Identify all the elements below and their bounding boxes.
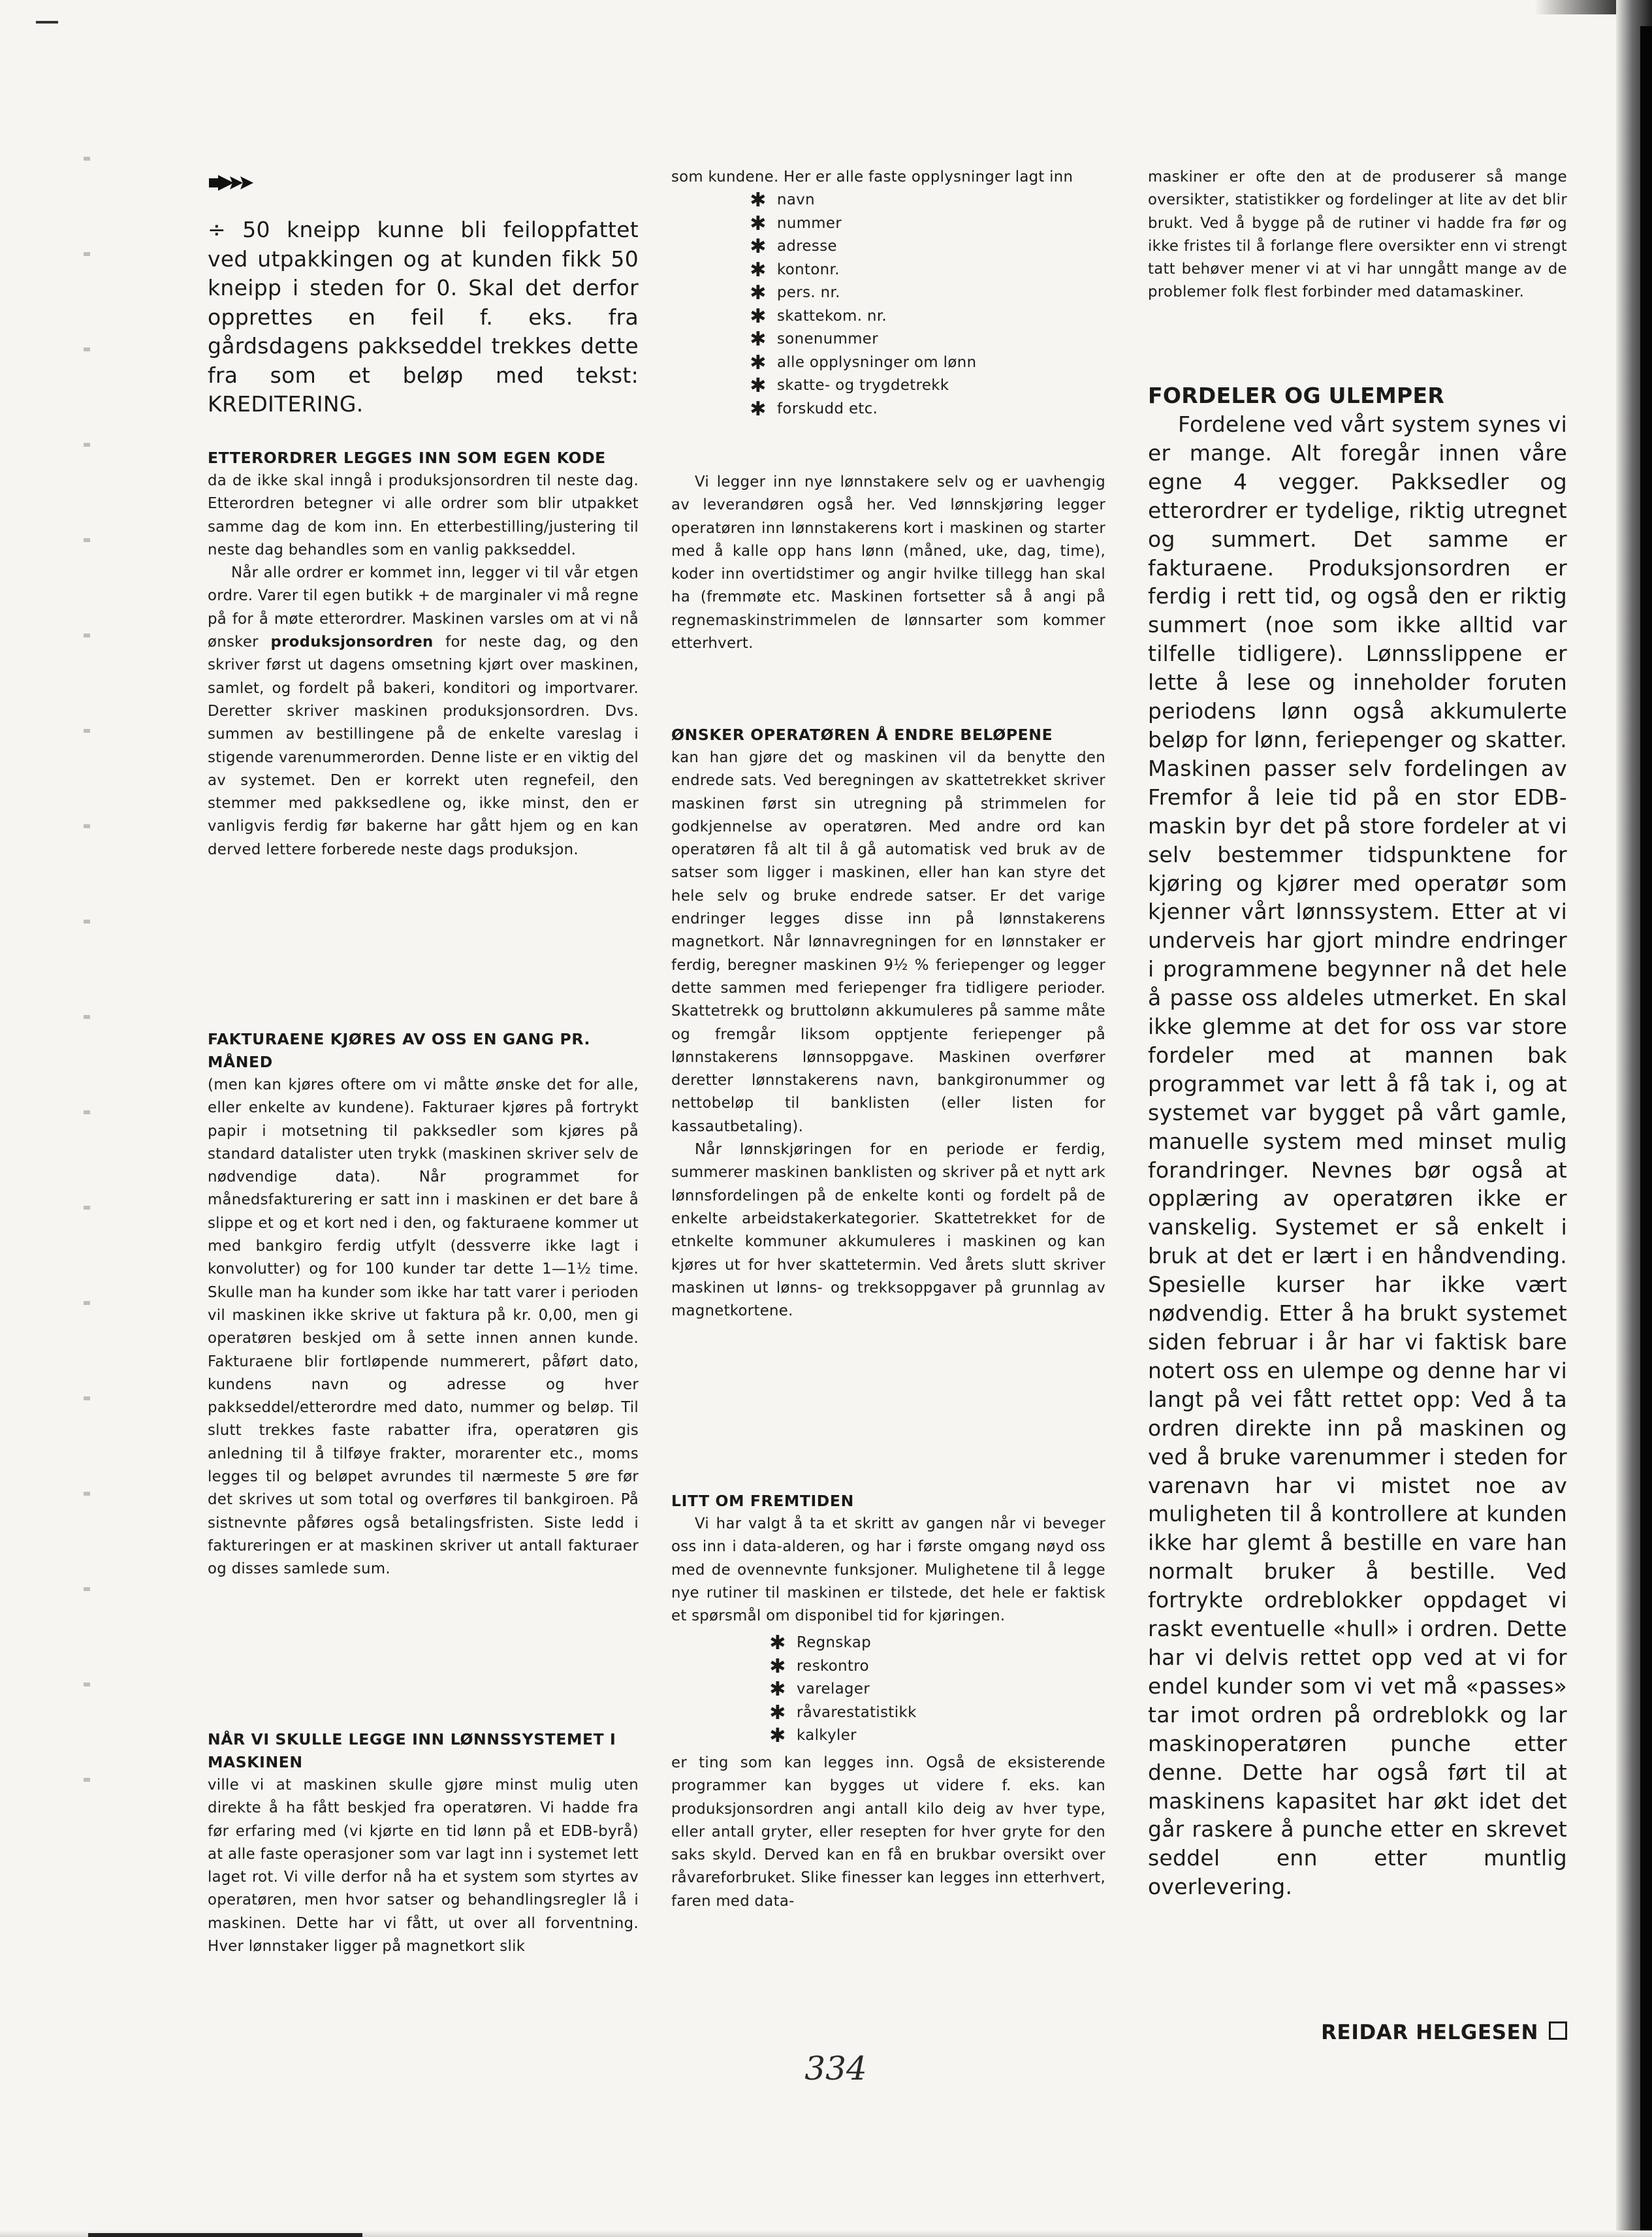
list-item xyxy=(747,212,1105,236)
paragraph xyxy=(208,562,639,861)
list-item xyxy=(767,1632,1105,1655)
list-item-label: kalkyler xyxy=(797,1727,857,1745)
scan-mark-bottom xyxy=(88,2233,362,2237)
scan-edge-top xyxy=(1534,0,1626,14)
scan-specks xyxy=(84,65,90,1796)
list-item-label: skattekom. nr. xyxy=(777,307,887,325)
section-body xyxy=(671,1752,1105,1913)
section-fakturaene xyxy=(208,1028,639,1581)
paragraph: Vi legger inn nye lønnstakere selv og er uavhengig av leverandøren også her. Ved lønnskjøring legger operatøren inn lønnstakerens kort i maskinen og starter med å kalle opp hans lønn (måned, uke, dag, time), koder inn overtidstimer og angir hvilke tillegg han skal ha (fremmøte etc. Maskinen fortsetter så å angi på regnemaskinstrimmelen de lønnsarter som kommer etterhvert. xyxy=(671,474,1105,652)
asterisk-bullet-icon: ✱ xyxy=(750,374,767,398)
section-lonnssystemet xyxy=(208,1728,639,1958)
asterisk-bullet-icon: ✱ xyxy=(750,351,767,374)
section-heading: LITT OM FREMTIDEN xyxy=(671,1492,854,1510)
list-item xyxy=(747,259,1105,282)
section-heading: ETTERORDRER LEGGES INN SOM EGEN KODE xyxy=(208,449,606,467)
paragraph: som kundene. Her er alle faste opplysninger lagt inn xyxy=(671,169,1073,185)
list-item xyxy=(767,1655,1105,1679)
paragraph: da de ikke skal inngå i produksjonsordren til neste dag. Etterordren betegner vi alle ordrer som blir utpakket samme dag de kom inn. En etterbestilling/justering til neste dag behandles som en vanlig pakkseddel. xyxy=(208,472,639,558)
scan-edge-right-dark xyxy=(1640,26,1652,2237)
section-heading: FORDELER OG ULEMPER xyxy=(1148,383,1445,408)
list-item xyxy=(747,189,1105,212)
asterisk-bullet-icon: ✱ xyxy=(750,235,767,259)
list-item xyxy=(767,1724,1105,1748)
text-run: for neste dag, og den skriver først ut dagens omsetning kjørt over maskinen, samlet, og fordelt på bakeri, konditori og importvarer. Deretter skriver maskinen produksjonsordren. Dvs. summen av bestillingene på de enkelte vareslag i stigende varenummerorden. Denne liste er en viktig del av systemet. Den er korrekt uten regnefeil, den stemmer med pakksedlene og, ikke minst, den er vanligvis ferdig før bakerne har gått hjem og en kan derved lettere forberede neste dags produksjon. xyxy=(208,634,639,858)
list-item-label: alle opplysninger om lønn xyxy=(777,353,977,371)
section-heading: FAKTURAENE KJØRES AV OSS EN GANG PR. MÅNED xyxy=(208,1030,591,1071)
list-item-label: navn xyxy=(777,191,815,209)
end-mark-icon xyxy=(1549,2021,1567,2040)
continuation-arrow-icon xyxy=(208,171,260,195)
list-item xyxy=(747,282,1105,305)
intro-paragraph xyxy=(1148,166,1567,304)
list-item xyxy=(747,235,1105,259)
asterisk-bullet-icon: ✱ xyxy=(769,1701,786,1724)
asterisk-bullet-icon: ✱ xyxy=(769,1724,786,1748)
asterisk-bullet-icon: ✱ xyxy=(750,304,767,328)
section-heading: NÅR VI SKULLE LEGGE INN LØNNSSYSTEMET I MASKINEN xyxy=(208,1730,616,1771)
paragraph: Fordelene ved vårt system synes vi er mange. Alt foregår innen våre egne 4 vegger. Pakksedler og etterordrer er tydelige, riktig utregnet og summert. Det samme er fakturaene. Produksjonsordren er ferdig i rett tid, og også den er riktig summert (noe som ikke alltid var tilfelle tidligere). Lønnsslippene er lette å lese og inneholder foruten periodens lønn også akkumulerte beløp for lønn, feriepenger og skatter. Maskinen passer selv fordelingen av Fremfor å leie tid på en stor EDB-maskin byr det på store fordeler at vi selv bestemmer tidspunktene for kjøring og kjører med operatør som kjenner vårt lønnssystem. Etter at vi underveis har gjort mindre endringer i programmene begynner nå det hele å passe oss aldeles utmerket. En skal ikke glemme at det for oss var store fordeler med at mannen bak programmet var lett å få tak i, og at systemet var bygget på vårt gamle, manuelle system med minset mulig forandringer. Nevnes bør også at opplæring av operatøren ikke er vanskelig. Systemet er så enkelt i bruk at det er lært i en håndvending. Spesielle kurser har ikke vært nødvendig. Etter å ha brukt systemet siden februar i år har vi faktisk bare notert oss en ulempe og denne har vi langt på vei fått rettet opp: Ved å ta ordren direkte inn på maskinen og ved å bruke varenummer i steden for varenavn har vi mistet noe av muligheten til å kontrollere at kunden ikke har glemt å bestille en vare han normalt bruker å bestille. Ved fortrykte ordreblokker oppdaget vi raskt eventuelle «hull» i ordren. Dette har vi delvis rettet opp ved at vi for endel kunder som vi vet må «passes» tar imot ordren på ordreblokk og lar maskinoperatøren punche etter denne. Dette har også ført til at maskinens kapasitet har økt idet det går raskere å punche etter en skrevet seddel enn etter muntlig overlevering. xyxy=(1148,411,1567,1900)
section-body xyxy=(671,1513,1105,1628)
page-number: 334 xyxy=(804,2050,867,2087)
list-item-label: Regnskap xyxy=(797,1634,872,1652)
asterisk-bullet-icon: ✱ xyxy=(750,212,767,235)
asterisk-bullet-icon: ✱ xyxy=(750,397,767,421)
section-body xyxy=(671,471,1105,655)
section-onsker-operatoren xyxy=(671,724,1105,1323)
section-body xyxy=(208,1074,639,1581)
list-item xyxy=(767,1701,1105,1725)
asterisk-bullet-icon: ✱ xyxy=(769,1678,786,1701)
section-body xyxy=(671,747,1105,1323)
section-fordeler xyxy=(1148,381,1567,1901)
section-body xyxy=(208,470,639,861)
list-item xyxy=(747,305,1105,329)
payroll-paragraph xyxy=(671,471,1105,655)
paragraph: er ting som kan legges inn. Også de eksisterende programmer kan bygges ut videre f. eks. kan produksjonsordren angi antall kilo deig av hver type, eller antall gryter, eller resepten for hver gryte for den saks skyld. Derved kan en få en brukbar oversikt over råvareforbruket. Slike finesser kan legges inn etterhvert, faren med data- xyxy=(671,1754,1105,1910)
list-item-label: reskontro xyxy=(797,1657,869,1675)
paragraph: maskiner er ofte den at de produserer så mange oversikter, statistikker og fordelinger at lite av det blir brukt. Ved å bygge på de rutiner vi hadde fra før og ikke fristes til å forlange flere oversikter enn vi strengt tatt behøver mener vi at vi har unngått mange av de problemer folk flest forbinder med datamaskiner. xyxy=(1148,169,1567,301)
asterisk-bullet-icon: ✱ xyxy=(750,282,767,305)
author-name: REIDAR HELGESEN xyxy=(1321,2021,1538,2044)
list-item-label: pers. nr. xyxy=(777,284,840,302)
bold-term: produksjonsordren xyxy=(270,634,434,651)
section-body xyxy=(1148,410,1567,1901)
list-item xyxy=(747,374,1105,398)
card-field-list xyxy=(747,189,1105,421)
list-item xyxy=(767,1678,1105,1701)
list-item-label: sonenummer xyxy=(777,330,879,348)
text-run: Når alle ordrer er kommet inn, legger vi til vår etgen ordre. Varer til egen butikk + de marginaler vi må regne på for å møte etterordrer. Maskinen varsles om at vi nå ønsker xyxy=(208,564,639,651)
paragraph: kan han gjøre det og maskinen vil da benytte den endrede sats. Ved beregningen av skattetrekket skriver maskinen først sin utregning på strimmelen for godkjennelse av operatøren. Med andre ord kan operatøren få alt til å gå automatisk ved bruk av de satser som ligger i maskinen, eller han kan styre det hele selv og bruke endrede satser. Er det varige endringer legges disse inn på lønnstakerens magnetkort. Når lønnavregningen for en lønnstaker er ferdig, beregner maskinen 9½ % feriepenger og legger dette sammen med feriepenger fra tidligere perioder. Skattetrekk og bruttolønn akkumuleres på samme måte og fremgår liksom opptjente feriepenger på lønnstakerens lønnsoppgave. Maskinen overfører deretter lønnstakerens navn, bankgironummer og nettobeløp til banklisten (eller listen for kassautbetaling). xyxy=(671,749,1105,1135)
employee-card-fields xyxy=(671,166,1105,421)
paragraph: ville vi at maskinen skulle gjøre minst mulig uten direkte å ha fått beskjed fra operatøren. Vi hadde fra før erfaring med (vi kjørte en tid lønn på et EDB-byrå) at alle faste operasjoner som var lagt inn i systemet lett laget rot. Vi ville derfor nå ha et system som styrtes av operatøren, men hvor satser og behandlingsregler lå i maskinen. Dette har vi fått, ut over all forventning. Hver lønnstaker ligger på magnetkort slik xyxy=(208,1777,639,1955)
lead-paragraph: ÷ 50 kneipp kunne bli feiloppfattet ved utpakkingen og at kunden fikk 50 kneipp i steden for 0. Skal det derfor opprettes en feil f. eks. fra gårdsdagens pakkseddel trekkes dette fra som et beløp med tekst: KREDITERING. xyxy=(208,217,639,417)
list-item-label: råvarestatistikk xyxy=(797,1703,917,1721)
section-body xyxy=(208,1774,639,1958)
section-etterordrer xyxy=(208,447,639,861)
asterisk-bullet-icon: ✱ xyxy=(750,189,767,212)
list-item-label: adresse xyxy=(777,238,837,255)
author-signature xyxy=(1148,2018,1567,2047)
section-fremtiden xyxy=(671,1490,1105,1913)
list-item xyxy=(747,351,1105,375)
paragraph: Vi har valgt å ta et skritt av gangen når vi beveger oss inn i data-alderen, og har i første omgang nøyd oss med de ovennevnte funksjoner. Mulighetene til å legge nye rutiner til maskinen er tilstede, det hele er faktisk et spørsmål om disponibel tid for kjøringen. xyxy=(671,1515,1105,1625)
list-item-label: skatte- og trygdetrekk xyxy=(777,377,949,394)
asterisk-bullet-icon: ✱ xyxy=(769,1632,786,1655)
list-item xyxy=(747,328,1105,351)
list-item-label: forskudd etc. xyxy=(777,400,878,417)
paragraph: (men kan kjøres oftere om vi måtte ønske det for alle, eller enkelte av kundene). Fakturaer kjøres på fortrykt papir i motsetning til pakksedler som kjøres på standard datalister uten trykk (maskinen skriver selv de nødvendige data). Når programmet for månedsfakturering er satt inn i maskinen er det bare å slippe et og et kort ned i den, og fakturaene kommer ut med bankgiro ferdig utfylt (dessverre ikke lagt i konvolutter) og for 100 kunder tar dette 1—1½ time. Skulle man ha kunder som ikke har tatt varer i perioden vil maskinen ikke skrive ut faktura på kr. 0,00, men gi operatøren beskjed om å sette innen annen kunde. Fakturaene blir fortløpende nummerert, påført dato, kundens navn og adresse og hver pakkseddel/etterordre med dato, nummer og beløp. Til slutt trekkes faste rabatter ifra, operatøren gis anledning til å tilføye frakter, morarenter etc., moms legges til og beløpet avrundes til nærmeste 5 øre før det skrives ut som total og overføres til bankgiroen. På sistnevnte påføres også betalingsfristen. Siste ledd i faktureringen er at maskinen skriver ut antall fakturaer og disses samlede sum. xyxy=(208,1076,639,1578)
asterisk-bullet-icon: ✱ xyxy=(769,1654,786,1678)
list-item xyxy=(747,398,1105,421)
paragraph: Når lønnskjøringen for en periode er ferdig, summerer maskinen banklisten og skriver på et nytt ark lønnsfordelingen på de enkelte konti og fordelt på de enkelte arbeidstakerkategorier. Skattetrekket for de etnkelte kommuner akkumuleres i maskinen og kan kjøres ut for hver skattetermin. Ved årets slutt skriver maskinen ut lønns- og trekksoppgaver på grunnlag av magnetkortene. xyxy=(671,1141,1105,1320)
future-routines-list xyxy=(767,1632,1105,1748)
scan-mark xyxy=(36,21,58,24)
section-heading: ØNSKER OPERATØREN Å ENDRE BELØPENE xyxy=(671,726,1053,744)
list-item-label: nummer xyxy=(777,214,842,232)
asterisk-bullet-icon: ✱ xyxy=(750,258,767,282)
list-item-label: kontonr. xyxy=(777,261,840,278)
asterisk-bullet-icon: ✱ xyxy=(750,328,767,351)
list-item-label: varelager xyxy=(797,1681,870,1698)
